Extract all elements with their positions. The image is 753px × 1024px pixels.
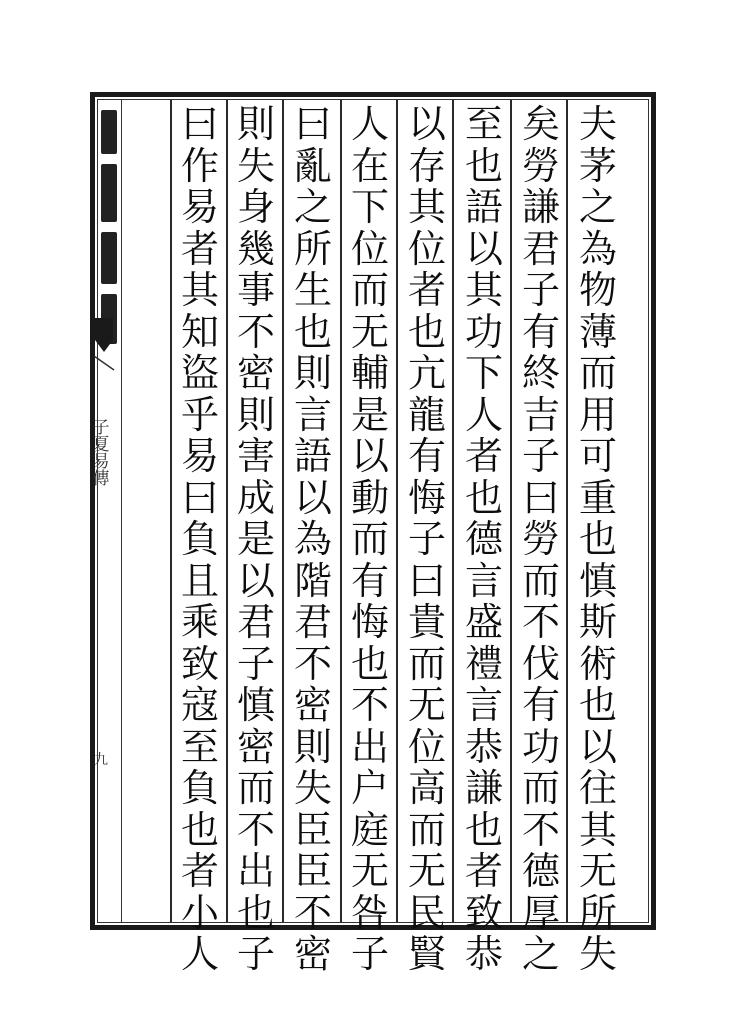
ink-block — [101, 164, 117, 222]
column-text: 至也語以其功下人者也德言盛禮言恭謙也者致恭 — [464, 102, 503, 976]
column-rule — [566, 100, 568, 922]
column-text: 曰作易者其知盜乎易曰負且乘致寇至負也者小人 — [180, 102, 219, 976]
column-rule — [282, 100, 284, 922]
text-column-5 — [345, 102, 395, 976]
ink-block — [101, 110, 117, 154]
column-rule — [340, 100, 342, 922]
column-text: 夫茅之為物薄而用可重也慎斯術也以往其无所失 — [578, 102, 617, 976]
text-column-2 — [516, 102, 566, 976]
column-text: 則失身幾事不密則害成是以君子慎密而不出也子 — [236, 102, 275, 976]
column-rule — [452, 100, 454, 922]
margin-page-number: 九 — [94, 752, 108, 768]
column-text: 以存其位者也亢龍有悔子曰貴而无位高而无民賢 — [407, 102, 446, 976]
text-column-7 — [231, 102, 281, 976]
text-column-1 — [573, 102, 623, 976]
text-column-4 — [402, 102, 452, 976]
text-column-3 — [459, 102, 509, 976]
column-text: 人在下位而无輔是以動而有悔也不出户庭无咎子 — [350, 102, 389, 976]
column-text: 曰亂之所生也則言語以為階君不密則失臣臣不密 — [293, 102, 332, 976]
gutter-divider — [121, 99, 122, 923]
column-rule — [170, 100, 172, 922]
text-column-8 — [175, 102, 225, 976]
column-rule — [396, 100, 398, 922]
text-column-6 — [288, 102, 338, 976]
fish-tail-mark-icon — [92, 316, 116, 372]
column-rule — [510, 100, 512, 922]
column-rule — [226, 100, 228, 922]
margin-book-title: 子夏易傳 — [92, 418, 110, 489]
column-text: 矣勞謙君子有終吉子曰勞而不伐有功而不德厚之 — [521, 102, 560, 976]
ink-block — [101, 232, 117, 284]
